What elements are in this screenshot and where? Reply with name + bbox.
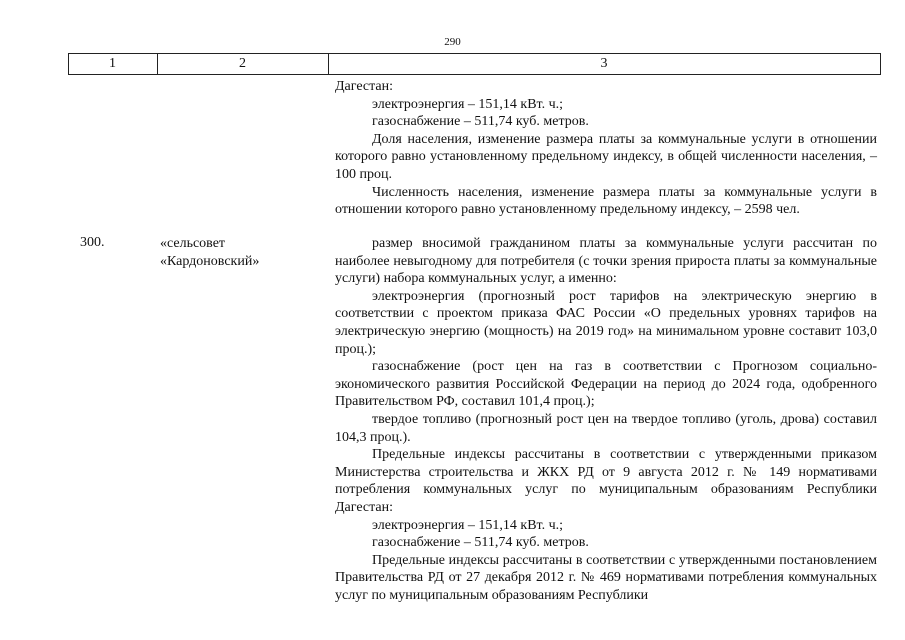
- paragraph: Предельные индексы рассчитаны в соответствии с утвержденными приказом Министерства строительства и ЖКХ РД от 9 августа 2012 г. № 149 нормативами потребления коммунальных услуг по муниципальным образованиям Республики Дагестан:: [335, 447, 877, 515]
- paragraph: Предельные индексы рассчитаны в соответствии с утвержденными постановлением Правительства РД от 27 декабря 2012 г. № 469 нормативами потребления коммунальных услуг по муниципальным образованиям Республики: [335, 552, 877, 603]
- entry-name: [160, 235, 259, 270]
- entry-text: [335, 235, 877, 604]
- paragraph: Численность населения, изменение размера платы за коммунальные услуги в отношении которого равно установленному предельному индексу, – 2598 чел.: [335, 184, 877, 218]
- paragraph: Дагестан:: [335, 79, 393, 94]
- entry-name-line-1: «сельсовет: [160, 236, 226, 251]
- paragraph: газоснабжение (рост цен на газ в соответствии с Прогнозом социально-экономического развития Российской Федерации на период до 2024 года, одобренного Правительством РФ, составил 101,4 проц.);: [335, 359, 877, 410]
- column-header-2: 2: [239, 56, 246, 71]
- paragraph: твердое топливо (прогнозный рост цен на твердое топливо (уголь, дрова) составил 104,3 проц.).: [335, 411, 877, 445]
- paragraph: газоснабжение – 511,74 куб. метров.: [372, 114, 589, 130]
- table-border-right: [880, 53, 881, 74]
- entry-number: 300.: [80, 235, 105, 250]
- column-header-1: 1: [109, 56, 116, 71]
- previous-entry-text: [335, 78, 877, 219]
- paragraph: размер вносимой гражданином платы за коммунальные услуги рассчитан по наиболее невыгодному для потребителя (с точки зрения прироста платы за коммунальные услуги) набора коммунальных услуг, а именно:: [335, 236, 877, 287]
- column-header-3: 3: [600, 56, 608, 71]
- table-header-bottom-border: [68, 74, 881, 75]
- paragraph: электроэнергия (прогнозный рост тарифов на электрическую энергию в соответствии с проектом приказа ФАС России «О предельных уровнях тарифов на электрическую энергию (мощность) на 2019 год» на минимальном уровне составит 103,0 проц.);: [335, 288, 877, 357]
- paragraph: газоснабжение – 511,74 куб. метров.: [372, 535, 589, 551]
- page-number: 290: [444, 36, 461, 48]
- paragraph: электроэнергия – 151,14 кВт. ч.;: [372, 517, 564, 533]
- paragraph: Доля населения, изменение размера платы за коммунальные услуги в отношении которого равно установленному предельному индексу, в общей численности населения, – 100 проц.: [335, 131, 877, 182]
- paragraph: электроэнергия – 151,14 кВт. ч.;: [372, 96, 564, 112]
- entry-name-line-2: «Кардоновский»: [160, 253, 260, 269]
